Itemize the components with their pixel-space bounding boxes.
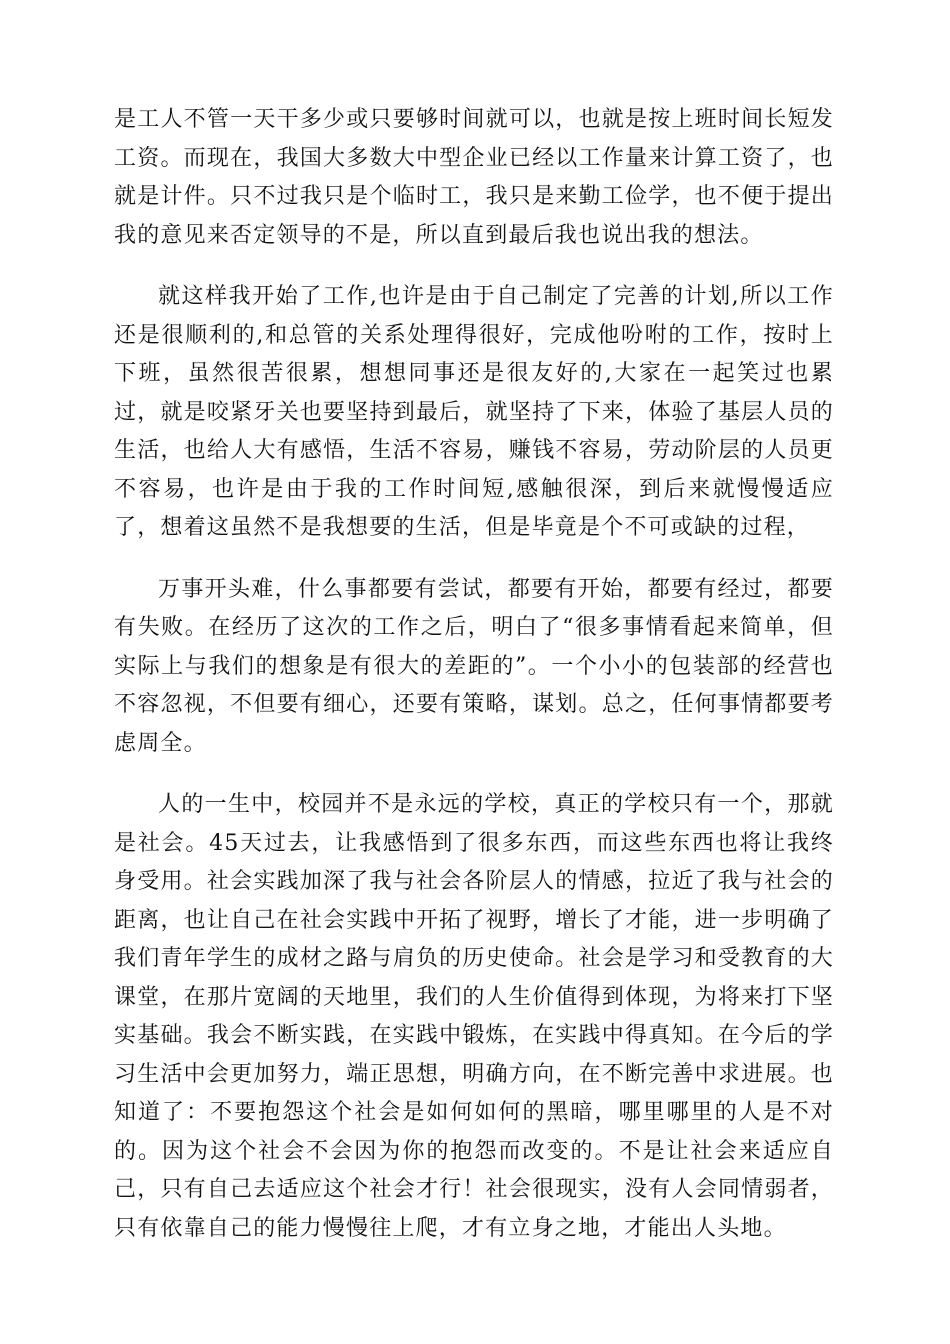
paragraph: 万事开头难，什么事都要有尝试，都要有开始，都要有经过，都要有失败。在经历了这次的工作之后，明白了“很多事情看起来简单，但实际上与我们的想象是有很大的差距的”。一个小小的包装部的经营也不容忽视，不但要有细心，还要有策略，谋划。总之，任何事情都要考虑周全。 — [114, 576, 834, 756]
paragraph: 就这样我开始了工作,也许是由于自己制定了完善的计划,所以工作还是很顺利的,和总管的关系处理得很好，完成他吩咐的工作，按时上下班，虽然很苦很累，想想同事还是很友好的,大家在一起笑过也累过，就是咬紧牙关也要坚持到最后，就坚持了下来，体验了基层人员的生活，也给人大有感悟，生活不容易，赚钱不容易，劳动阶层的人员更不容易，也许是由于我的工作时间短,感触很深，到后来就慢慢适应了，想着这虽然不是我想要的生活，但是毕竟是个不可或缺的过程， — [114, 284, 834, 540]
document-body — [114, 101, 834, 1271]
paragraph-continued: 是工人不管一天干多少或只要够时间就可以，也就是按上班时间长短发工资。而现在，我国大多数大中型企业已经以工作量来计算工资了，也就是计件。只不过我只是个临时工，我只是来勤工俭学，也不便于提出我的意见来否定领导的不是，所以直到最后我也说出我的想法。 — [114, 107, 834, 248]
paragraph: 人的一生中，校园并不是永远的学校，真正的学校只有一个，那就是社会。45天过去，让我感悟到了很多东西，而这些东西也将让我终身受用。社会实践加深了我与社会各阶层人的情感，拉近了我与社会的距离，也让自己在社会实践中开拓了视野，增长了才能，进一步明确了我们青年学生的成材之路与肩负的历史使命。社会是学习和受教育的大课堂，在那片宽阔的天地里，我们的人生价值得到体现，为将来打下坚实基础。我会不断实践，在实践中锻炼，在实践中得真知。在今后的学习生活中会更加努力，端正思想，明确方向，在不断完善中求进展。也知道了：不要抱怨这个社会是如何如何的黑暗，哪里哪里的人是不对的。因为这个社会不会因为你的抱怨而改变的。不是让社会来适应自己，只有自己去适应这个社会才行！社会很现实，没有人会同情弱者，只有依靠自己的能力慢慢往上爬，才有立身之地，才能出人头地。 — [114, 792, 834, 1241]
